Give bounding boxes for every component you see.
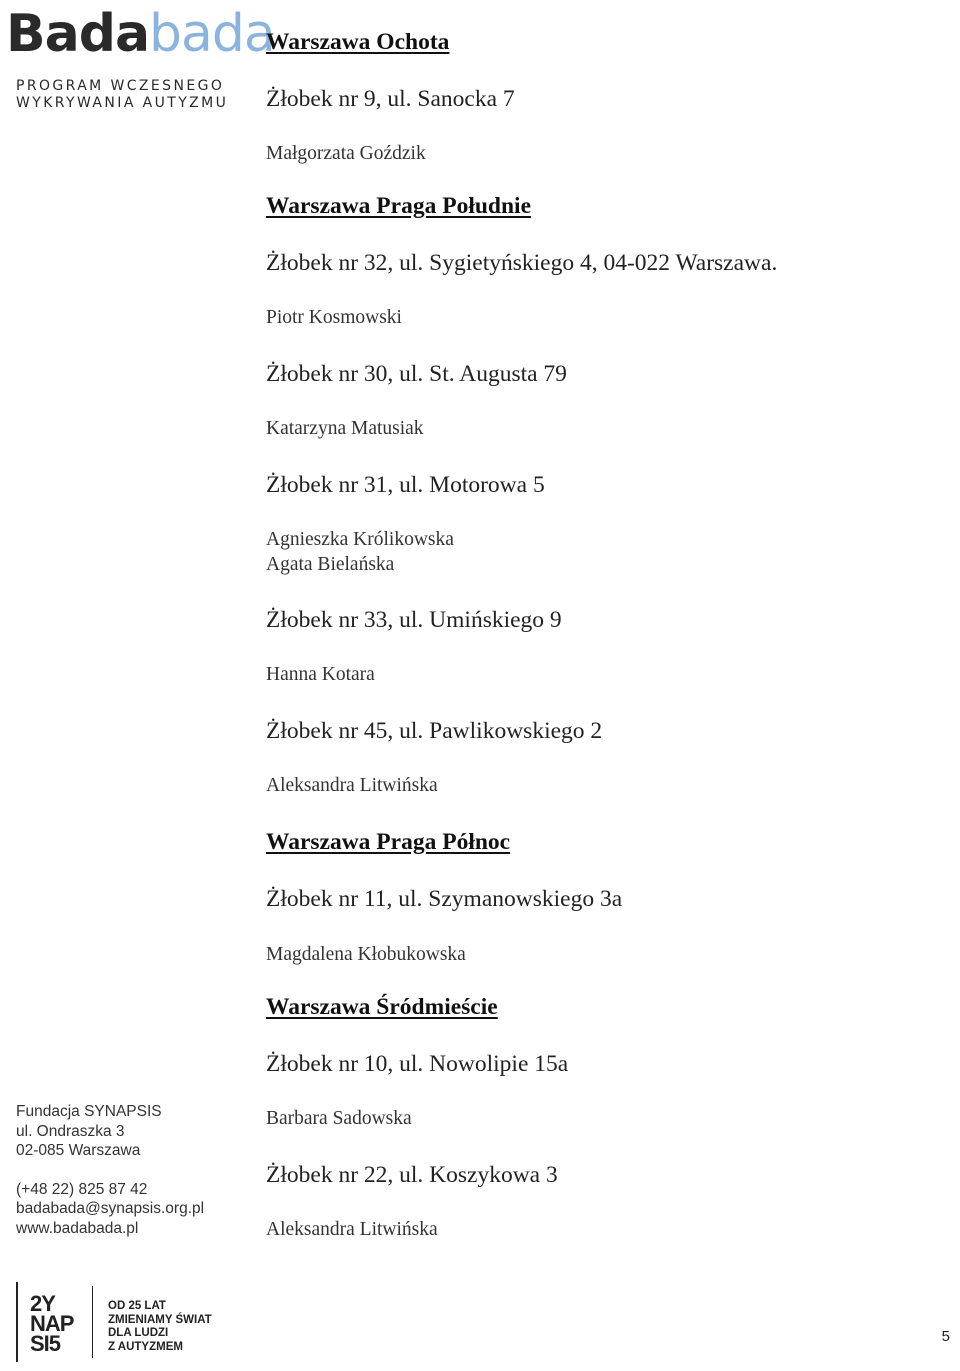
contact-person: Hanna Kotara bbox=[266, 664, 375, 685]
logo-word-dark: Bada bbox=[6, 4, 150, 64]
contact-phone: (+48 22) 825 87 42 bbox=[16, 1180, 148, 1198]
contact-person: Agata Bielańska bbox=[266, 554, 395, 575]
contact-person: Magdalena Kłobukowska bbox=[266, 944, 466, 965]
nursery-address: Żłobek nr 9, ul. Sanocka 7 bbox=[266, 86, 515, 112]
logo-word-light: bada bbox=[149, 4, 275, 64]
logo-wordmark bbox=[6, 4, 275, 64]
nursery-address: Żłobek nr 22, ul. Koszykowa 3 bbox=[266, 1162, 558, 1188]
nursery-address: Żłobek nr 33, ul. Umińskiego 9 bbox=[266, 607, 562, 633]
contact-person: Barbara Sadowska bbox=[266, 1108, 412, 1129]
page-number: 5 bbox=[941, 1328, 950, 1345]
nursery-address: Żłobek nr 31, ul. Motorowa 5 bbox=[266, 472, 545, 498]
section-heading-praga-poludnie: Warszawa Praga Południe bbox=[266, 193, 532, 219]
contact-street: ul. Ondraszka 3 bbox=[16, 1122, 125, 1140]
contact-web[interactable]: www.badabada.pl bbox=[16, 1219, 139, 1237]
contact-block bbox=[16, 1102, 204, 1238]
badge-slogan-1: OD 25 LAT bbox=[108, 1300, 166, 1312]
badge-divider bbox=[92, 1286, 93, 1358]
badge-letters-3: SI5 bbox=[30, 1331, 61, 1356]
badge-logo-letters bbox=[30, 1291, 74, 1356]
contact-person: Aleksandra Litwińska bbox=[266, 775, 438, 796]
contact-person: Katarzyna Matusiak bbox=[266, 418, 424, 439]
synapsis-25-badge bbox=[16, 1282, 216, 1362]
nursery-address: Żłobek nr 32, ul. Sygietyńskiego 4, 04-022 Warszawa. bbox=[266, 250, 778, 276]
contact-person: Małgorzata Goździk bbox=[266, 143, 426, 164]
logo-tagline-2: WYKRYWANIA AUTYZMU bbox=[16, 95, 229, 111]
nursery-address: Żłobek nr 10, ul. Nowolipie 15a bbox=[266, 1051, 569, 1077]
nursery-address: Żłobek nr 30, ul. St. Augusta 79 bbox=[266, 361, 567, 387]
badge-letters-2: NAP bbox=[30, 1311, 74, 1336]
section-heading-ochota: Warszawa Ochota bbox=[266, 29, 450, 55]
badge-divider-left bbox=[16, 1282, 18, 1362]
contact-person: Agnieszka Królikowska bbox=[266, 529, 454, 550]
contact-person: Piotr Kosmowski bbox=[266, 307, 402, 328]
nursery-address: Żłobek nr 45, ul. Pawlikowskiego 2 bbox=[266, 718, 603, 744]
badge-slogan-4: Z AUTYZMEM bbox=[108, 1340, 183, 1353]
contact-org: Fundacja SYNAPSIS bbox=[16, 1103, 162, 1120]
contact-email[interactable]: badabada@synapsis.org.pl bbox=[16, 1200, 205, 1217]
section-heading-srodmiescie: Warszawa Śródmieście bbox=[266, 994, 498, 1020]
badabada-logo bbox=[6, 4, 275, 114]
contact-person: Aleksandra Litwińska bbox=[266, 1219, 438, 1240]
contact-city: 02-085 Warszawa bbox=[16, 1142, 141, 1159]
section-heading-praga-polnoc: Warszawa Praga Północ bbox=[266, 829, 511, 855]
badge-letters-1: 2Y bbox=[30, 1291, 55, 1316]
logo-tagline-1: PROGRAM WCZESNEGO bbox=[16, 78, 225, 94]
badge-slogan bbox=[108, 1300, 212, 1354]
nursery-address: Żłobek nr 11, ul. Szymanowskiego 3a bbox=[266, 886, 623, 912]
badge-slogan-2: ZMIENIAMY ŚWIAT bbox=[108, 1313, 212, 1326]
badge-slogan-3: DLA LUDZI bbox=[108, 1327, 169, 1339]
